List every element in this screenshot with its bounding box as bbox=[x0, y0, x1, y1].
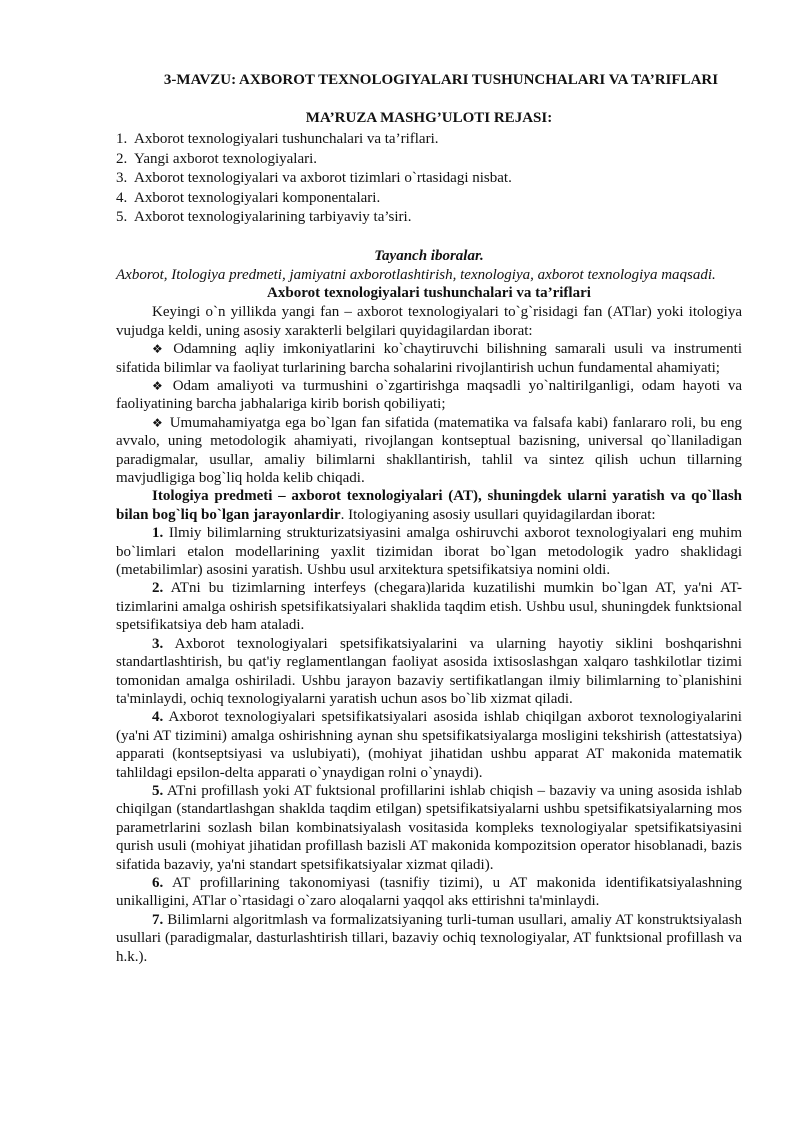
method-number: 4. bbox=[152, 709, 164, 726]
method-text: Ilmiy bilimlarning strukturizatsiyasini amalga oshiruvchi axborot texnologiyalari eng muhim bo`limlari etalon modellarining yaxlit tizimidan iborat bo`lgan metodologik yadro shaklidagi (metabilimlar) asosini yaratish. Ushbu usul arxitektura spetsifikatsiya nomini oldi. bbox=[116, 525, 743, 579]
method-text: Axborot texnologiyalari spetsifikatsiyalari asosida ishlab chiqilgan axborot texnologiyalarini (ya'ni AT tizimini) amalga oshirishning aynan shu spetsifikatsiyalarga mosligini tekshirish (attestatsiya) apparati (kontseptsiyasi va uslubiyati), (mohiyat jihatidan ushbu apparat AT makonida matematik tahlildagi epsilon-delta apparati o`ynaydigan rolni o`ynaydi). bbox=[116, 709, 742, 781]
method-paragraph bbox=[116, 524, 742, 579]
method-text: Bilimlarni algoritmlash va formalizatsiyaning turli-tuman usullari, amaliy AT konstruktsiyalash usullari (paradigmalar, dasturlashtirish tillari, bazaviy ochiq texnologiyalar, AT funktsional profillash va h.k.). bbox=[116, 911, 743, 965]
method-text: ATni profillash yoki AT fuktsional profillarini ishlab chiqish – bazaviy va uning asosida ishlab chiqilgan (standartlashgan shaklda taqdim etilgan) spetsifikatsiyalarni ushbu spetsifikatsiyalarning mos parametrlarini sozlash bilan kombinatsiyalash vositasida kompleks texnologiyalar spetsifikatsiyasini qurish usuli (mohiyat jihatidan profillash bazisli AT makonida kompozitsion operator hisoblanadi, bazis sifatida bazaviy, ya'ni standart spetsifikatsiyalar xizmat qiladi). bbox=[116, 782, 742, 873]
subject-continuation: . Itologiyaning asosiy usullari quyidagilardan iborat: bbox=[340, 506, 656, 523]
plan-item-number: 2. bbox=[116, 150, 128, 167]
method-number: 2. bbox=[152, 580, 164, 597]
plan-item-text: Axborot texnologiyalarining tarbiyaviy ta’siri. bbox=[134, 209, 412, 226]
plan-item bbox=[116, 169, 742, 189]
method-number: 6. bbox=[152, 874, 164, 891]
plan-item bbox=[116, 189, 742, 209]
intro-paragraph: Keyingi o`n yillikda yangi fan – axborot texnologiyalari to`g`risidagi fan (ATlar) yoki itologiya vujudga keldi, uning asosiy xarakterli belgilari quyidagilardan iborat: bbox=[116, 304, 742, 339]
method-text: Axborot texnologiyalari spetsifikatsiyalarini va ularning hayotiy siklini boshqarishni standartlashtirish, bu qat'iy reglamentlangan faoliyat asosida ixtisoslashgan xalqaro tashkilotlar tizimi tomonidan amalga oshiriladi. Ushbu jarayon bazaviy sertifikatlangan ilmiy bilimlarning to`planishini ta'minlaydi, ochiq texnologiyalarni yaratish uchun asos bo`lib xizmat qiladi. bbox=[116, 635, 742, 707]
method-number: 3. bbox=[152, 635, 164, 652]
bullet-paragraph bbox=[116, 340, 742, 377]
plan-item-number: 5. bbox=[116, 209, 128, 226]
method-paragraph bbox=[116, 579, 742, 634]
method-number: 7. bbox=[152, 911, 164, 928]
bullet-text: Odam amaliyoti va turmushini o`zgartirishga maqsadli yo`naltirilganligi, odam hayoti va faoliyatining barcha jabhalariga kirib borish qobiliyati; bbox=[116, 378, 743, 413]
bullet-paragraph bbox=[116, 377, 742, 414]
bullet-paragraph bbox=[116, 414, 742, 488]
method-paragraph bbox=[116, 911, 742, 966]
diamond-bullet-icon: ❖ bbox=[152, 379, 167, 393]
diamond-bullet-icon: ❖ bbox=[152, 342, 168, 357]
section-heading: Axborot texnologiyalari tushunchalari va ta’riflari bbox=[267, 285, 591, 302]
plan-item bbox=[116, 208, 742, 228]
method-text: ATni bu tizimlarning interfeys (chegara)larida kuzatilishi mumkin bo`lgan AT, ya'ni AT-tizimlarini amalga oshirish spetsifikatsiyalari shaklida taqdim etish. Ushbu usul, shuningdek funktsional spetsifikatsiya deb ham ataladi. bbox=[116, 580, 742, 634]
plan-item-number: 1. bbox=[116, 131, 128, 147]
plan-item bbox=[116, 150, 742, 170]
keywords-text: Axborot, Itologiya predmeti, jamiyatni axborotlashtirish, texnologiya, axborot texnologiya maqsadi. bbox=[116, 266, 716, 283]
method-paragraph bbox=[116, 708, 742, 782]
plan-item-number: 3. bbox=[116, 170, 128, 187]
diamond-bullet-icon: ❖ bbox=[152, 415, 164, 430]
method-paragraph bbox=[116, 874, 742, 911]
method-paragraph bbox=[116, 782, 742, 874]
plan-item-number: 4. bbox=[116, 189, 128, 206]
plan-item bbox=[116, 130, 742, 150]
plan-list bbox=[116, 130, 742, 228]
plan-item-text: Axborot texnologiyalari komponentalari. bbox=[134, 189, 381, 206]
plan-heading: MA’RUZA MASHG’ULOTI REJASI: bbox=[305, 110, 553, 126]
method-number: 1. bbox=[152, 525, 164, 542]
bullet-text: Umumahamiyatga ega bo`lgan fan sifatida (matematika va falsafa kabi) fanlararo roli, bu eng avvalo, uning metodologik ahamiyati, rivojlangan kontseptual bazisning, universal qo`llaniladigan paradigmalar, usullar, amaliy bilimlarni shakllantirish, tahlil va sintez qilish uchun tillarning mavjudligiga bog`liq holda kelib chiqadi. bbox=[116, 414, 742, 487]
method-text: AT profillarining takonomiyasi (tasnifiy tizimi), u AT makonida identifikatsiyalashning unikalligini, ATlar o`rtasidagi o`zaro aloqalarni yaqqol aks ettirishni ta'minlaydi. bbox=[116, 874, 742, 910]
document-page bbox=[116, 70, 742, 966]
method-number: 5. bbox=[152, 782, 164, 799]
method-paragraph bbox=[116, 635, 742, 709]
subject-paragraph bbox=[116, 487, 742, 524]
subject-definition: Itologiya predmeti – axborot texnologiyalari (AT), shuningdek ularni yaratish va qo`llash bilan bog`liq bo`lgan jarayonlardir bbox=[116, 488, 742, 523]
document-title: 3-MAVZU: AXBOROT TEXNOLOGIYALARI TUSHUNCHALARI VA TA’RIFLARI bbox=[163, 72, 719, 88]
plan-item-text: Axborot texnologiyalari va axborot tizimlari o`rtasidagi nisbat. bbox=[134, 170, 512, 187]
bullet-text: Odamning aqliy imkoniyatlarini ko`chaytiruvchi bilishning samarali usuli va instrumenti sifatida bilimlar va faoliyat turlarining barcha sohalarini rivojlantirish uchun fundamental ahamiyati; bbox=[116, 341, 742, 376]
plan-item-text: Yangi axborot texnologiyalari. bbox=[134, 150, 318, 167]
keywords-heading: Tayanch iboralar. bbox=[374, 247, 484, 264]
plan-item-text: Axborot texnologiyalari tushunchalari va ta’riflari. bbox=[134, 131, 439, 147]
